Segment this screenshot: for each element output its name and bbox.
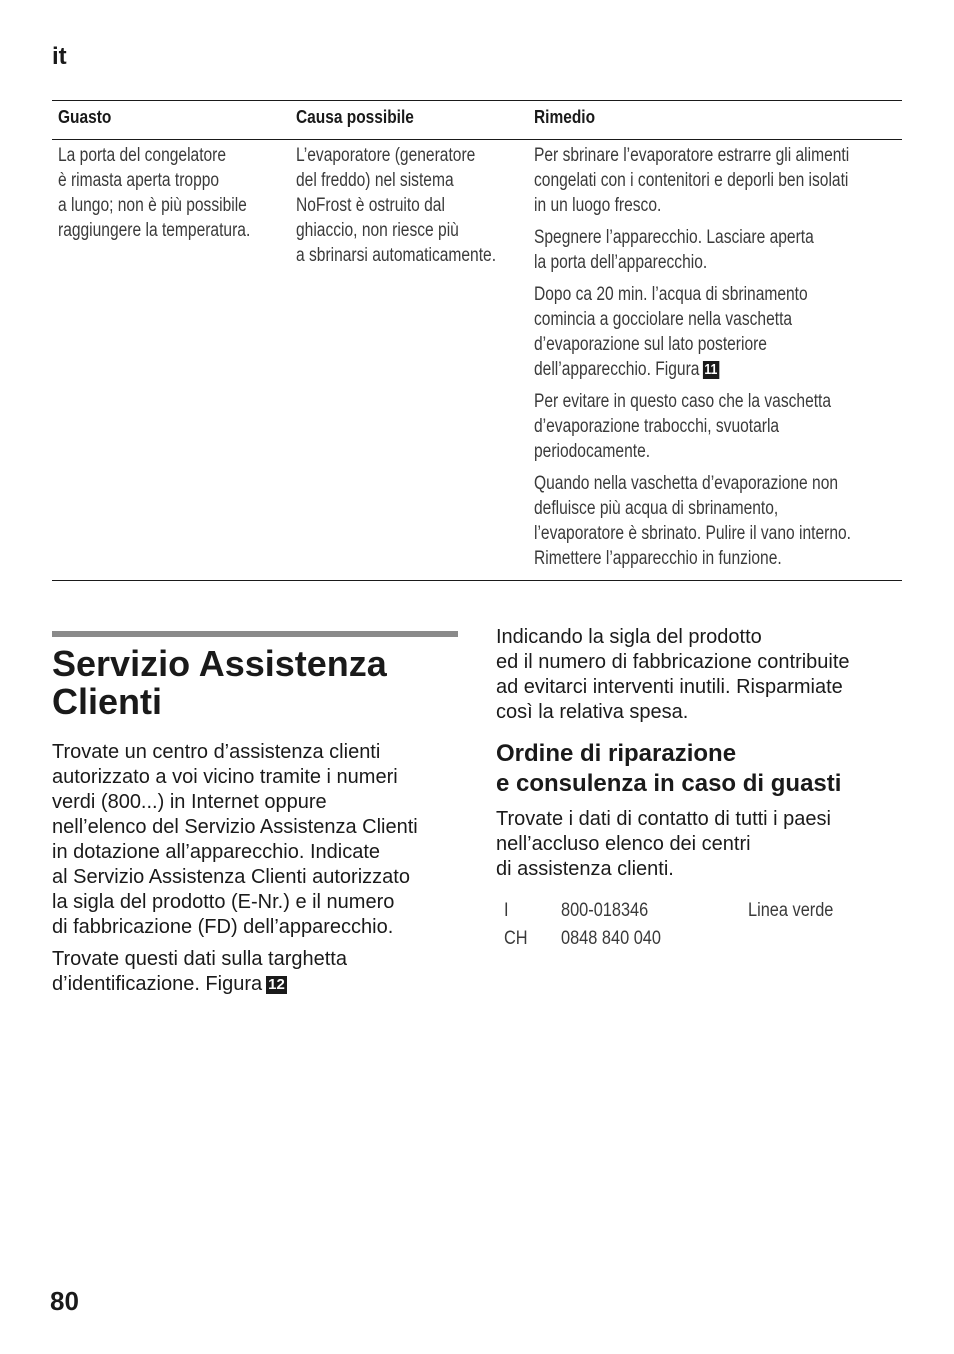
remedy-paragraph-1 (534, 143, 893, 218)
remedy-paragraph-2 (534, 225, 893, 275)
remedy-line: d’evaporazione trabocchi, svuotarla (534, 416, 780, 437)
remedy-line: in un luogo fresco. (534, 195, 662, 216)
section-title-line: Servizio Assistenza (52, 643, 387, 684)
column-header-cause: Causa possibile (296, 107, 414, 127)
remedy-line: Per evitare in questo caso che la vaschetta (534, 391, 832, 412)
contact-number: 0848 840 040 (561, 928, 661, 949)
figure-reference-badge: 11 (704, 361, 718, 378)
remedy-line: Per sbrinare l’evaporatore estrarre gli alimenti (534, 145, 850, 166)
fault-cell (58, 143, 279, 243)
remedy-line: congelati con i contenitori e deporli ben isolati (534, 170, 849, 191)
subsection-title-line: Ordine di riparazione (496, 740, 737, 767)
cause-line: L’evaporatore (generatore (296, 145, 476, 166)
text-line: ad evitarci interventi inutili. Risparmiate (496, 676, 843, 698)
remedy-paragraph-4 (534, 389, 893, 464)
contact-number: 800-018346 (561, 900, 649, 921)
text-line: la sigla del prodotto (E-Nr.) e il numero (52, 891, 395, 913)
product-code-paragraph (496, 625, 916, 725)
text-line: di fabbricazione (FD) dell’apparecchio. (52, 916, 394, 938)
troubleshooting-table (52, 100, 902, 581)
table-row (52, 140, 902, 581)
section-divider (52, 631, 458, 637)
right-column (496, 625, 916, 957)
remedy-line: Rimettere l’apparecchio in funzione. (534, 548, 782, 569)
subsection-title-line: e consulenza in caso di guasti (496, 770, 842, 797)
remedy-line: l’evaporatore è sbrinato. Pulire il vano interno. (534, 523, 851, 544)
text-line: Indicando la sigla del prodotto (496, 626, 762, 648)
remedy-line: dell’apparecchio. Figura (534, 359, 700, 380)
section-title (52, 645, 472, 721)
text-line: così la relativa spesa. (496, 701, 689, 723)
text-line: al Servizio Assistenza Clienti autorizzato (52, 866, 410, 888)
subsection-title (496, 739, 916, 799)
cause-line: del freddo) nel sistema (296, 170, 454, 191)
remedy-line: d’evaporazione sul lato posteriore (534, 334, 767, 355)
contacts-paragraph (496, 807, 916, 882)
contact-country: I (504, 900, 509, 921)
section-title-line: Clienti (52, 681, 163, 722)
text-line: di assistenza clienti. (496, 858, 674, 880)
table-header-row (52, 100, 902, 140)
text-line: d’identificazione. Figura (52, 973, 263, 995)
cause-line: ghiaccio, non riesce più (296, 220, 459, 241)
figure-reference-badge: 12 (268, 976, 285, 993)
cause-line: NoFrost è ostruito dal (296, 195, 445, 216)
remedy-cell (534, 143, 893, 578)
fault-line: a lungo; non è più possibile (58, 195, 247, 216)
language-label: it (52, 43, 67, 70)
left-column (52, 740, 472, 1004)
remedy-line: Dopo ca 20 min. l’acqua di sbrinamento (534, 284, 808, 305)
cause-line: a sbrinarsi automaticamente. (296, 245, 497, 266)
rating-plate-paragraph (52, 947, 472, 997)
contact-note: Linea verde (748, 900, 834, 921)
remedy-line: comincia a gocciolare nella vaschetta (534, 309, 793, 330)
remedy-line: la porta dell’apparecchio. (534, 252, 708, 273)
fault-line: La porta del congelatore (58, 145, 227, 166)
text-line: verdi (800...) in Internet oppure (52, 791, 327, 813)
fault-line: è rimasta aperta troppo (58, 170, 220, 191)
page-number: 80 (50, 1286, 79, 1316)
contact-country: CH (504, 928, 528, 949)
text-line: ed il numero di fabbricazione contribuite (496, 651, 850, 673)
remedy-line: Quando nella vaschetta d’evaporazione non (534, 473, 839, 494)
column-header-fault: Guasto (58, 107, 112, 127)
contacts-table (496, 897, 916, 957)
remedy-paragraph-5 (534, 471, 893, 571)
cause-cell (296, 143, 530, 268)
intro-paragraph (52, 740, 472, 940)
remedy-line: defluisce più acqua di sbrinamento, (534, 498, 779, 519)
text-line: nell’accluso elenco dei centri (496, 833, 751, 855)
text-line: Trovate un centro d’assistenza clienti (52, 741, 381, 763)
text-line: Trovate i dati di contatto di tutti i paesi (496, 808, 831, 830)
text-line: Trovate questi dati sulla targhetta (52, 948, 347, 970)
text-line: autorizzato a voi vicino tramite i numeri (52, 766, 398, 788)
remedy-line: Spegnere l’apparecchio. Lasciare aperta (534, 227, 814, 248)
fault-line: raggiungere la temperatura. (58, 220, 251, 241)
remedy-line: periodocamente. (534, 441, 651, 462)
column-header-remedy: Rimedio (534, 107, 596, 127)
remedy-paragraph-3 (534, 282, 893, 382)
text-line: nell’elenco del Servizio Assistenza Clienti (52, 816, 418, 838)
text-line: in dotazione all’apparecchio. Indicate (52, 841, 380, 863)
